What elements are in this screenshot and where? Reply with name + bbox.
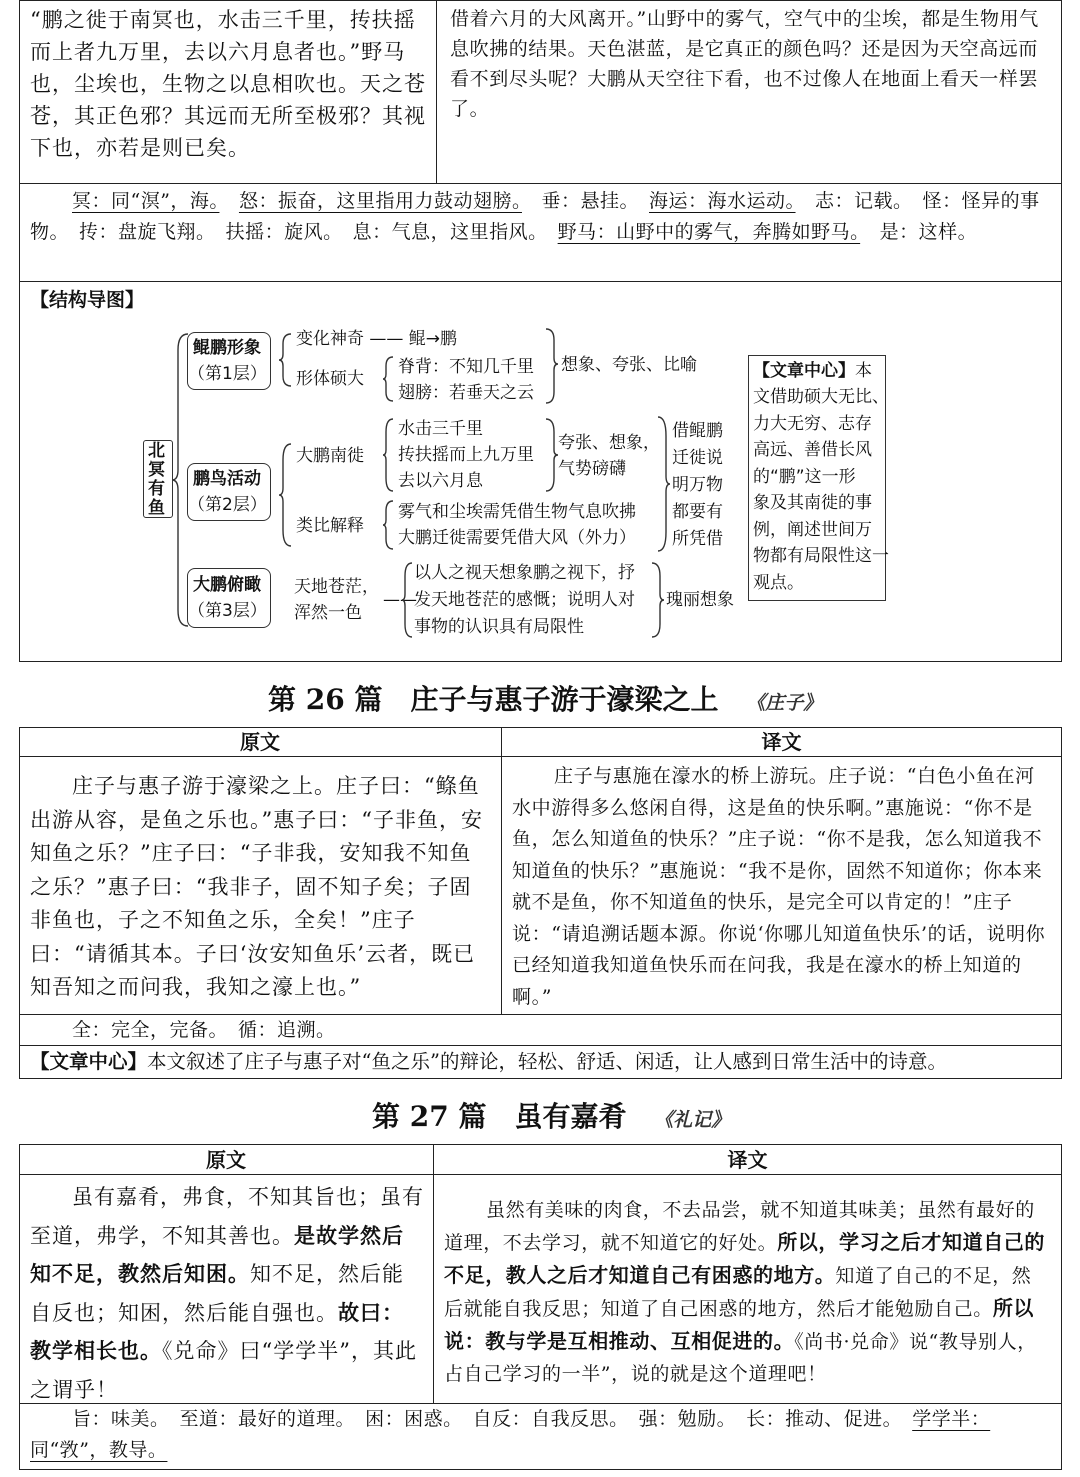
mindmap-a2a: 脊背：不知几千里: [398, 357, 534, 377]
section27-note-item: 自反：自我反思。: [472, 1408, 620, 1430]
section27-orig-p1: 虽有嘉肴，弗食，不知其旨也；虽有至道，弗学，不知其善也。: [30, 1185, 424, 1248]
mindmap-c-dash: ——: [383, 590, 417, 610]
mindmap-bracket-a-out: [546, 326, 558, 406]
mindmap-b2a: 雾气和尘埃需凭借生物气息吹拂: [398, 502, 636, 522]
mindmap-c2: [414, 560, 664, 641]
section27-note-item: 长：推动、促进。: [746, 1408, 893, 1430]
mindmap-b-out-line: 迁徙说: [672, 448, 723, 468]
section26-header-divider: [19, 756, 1062, 757]
mindmap-level3-sub: （第3层）: [188, 601, 267, 621]
section27-orig-p2: 知不足，然后能自反也；知困，然后能自强也。: [30, 1262, 404, 1325]
section27-note-item: 强：勉励。: [638, 1408, 727, 1430]
mindmap-center-line: 的“鹏”这一形: [753, 466, 856, 487]
mindmap-c1b: 浑然一色: [294, 603, 362, 623]
section25-note-item: 冥：同“溟”，海。: [72, 190, 220, 212]
mindmap-c2-line: 以人之视天想象鹏之视下，抒: [414, 563, 635, 583]
mindmap-b-out-line: 所凭借: [672, 529, 723, 549]
section25-note-item: 是：这样。: [879, 221, 978, 243]
mindmap-c1a: 天地苍茫，: [294, 577, 379, 597]
mindmap-bracket-b1-out: [546, 416, 558, 494]
section27-col-translation: 译文: [727, 1148, 768, 1172]
mindmap-b1b: 抟扶摇而上九万里: [398, 445, 534, 465]
mindmap-center-line: 物都有局限性这一: [753, 546, 889, 566]
mindmap-b-out-line: 借鲲鹏: [672, 421, 723, 441]
section25-note-item: 垂：悬挂。: [541, 190, 630, 212]
mindmap-b1a: 水击三千里: [398, 419, 483, 439]
mindmap-center-line: 力大无穷、志存: [753, 413, 872, 434]
section25-note-item: 怒：振奋，这里指用力鼓动翅膀。: [238, 190, 522, 212]
section27-col-original: 原文: [206, 1148, 246, 1172]
section25-map-label: 【结构导图】: [30, 289, 145, 311]
mindmap-a1: 变化神奇 —— 鲲→鹏: [296, 329, 458, 349]
section26-col-translation: 译文: [761, 730, 802, 754]
section26-col-original: 原文: [240, 730, 280, 754]
section26-original-text: 庄子与惠子游于濠梁之上。庄子曰：“鲦鱼出游从容，是鱼之乐也。”惠子曰：“子非鱼，安知鱼之乐？”庄子曰：“子非我，安知我不知鱼之乐？”惠子曰：“我非子，固不知子矣；子固非鱼也，子之不知鱼之乐，全矣！”庄子曰：“请循其本。子曰‘汝安知鱼乐’云者，既已知吾知之而问我，我知之濠上也。”: [30, 774, 483, 999]
mindmap-bracket-a2: [383, 354, 395, 404]
section25-note-item: 扶摇：旋风。: [225, 221, 334, 243]
section27-orig-p3: 《兑命》曰“学学半”，其此之谓乎！: [30, 1339, 417, 1402]
mindmap-bracket-b2: [383, 498, 395, 552]
section27-orig-b2: 故曰：教学相长也。: [30, 1299, 404, 1363]
section26-center: [30, 1046, 1060, 1077]
section27-trans-b1: 所以，学习之后才知道自己的不足，教人之后才知道自己有困惑的地方。: [444, 1230, 1046, 1287]
section25-note-item: 抟：盘旋飞翔。: [79, 221, 207, 243]
mindmap-level3-title: 大鹏俯瞰: [193, 575, 261, 595]
section27-col-divider: [433, 1144, 434, 1403]
section26-translation-text: 庄子与惠施在濠水的桥上游玩。庄子说：“白色小鱼在河水中游得多么悠闲自得，这是鱼的快乐啊。”惠施说：“你不是鱼，怎么知道鱼的快乐？”庄子说：“你不是我，怎么知道我不知道鱼的快乐？”惠施说：“我不是你，固然不知道你；你本来就不是鱼，你不知道鱼的快乐，是完全可以肯定的！”庄子说：“请追溯话题本源。你说‘你哪儿知道鱼快乐’的话，说明你已经知道我知道鱼快乐而在问我，我是在濠水的桥上知道的啊。”: [512, 765, 1046, 1008]
mindmap-center-line: 高远、善借长风: [753, 440, 872, 460]
mindmap-bracket-b1: [383, 416, 395, 494]
section27-title: 第 27 篇 虽有嘉肴: [372, 1100, 627, 1133]
section25-row-divider: [19, 183, 1062, 184]
section25-note-item: 野马：山野中的雾气，奔腾如野马。: [557, 221, 861, 243]
section27-trans-b2: 所以说：教与学是互相推动、互相促进的。: [444, 1296, 1035, 1353]
mindmap-level1-sub: （第1层）: [188, 364, 267, 384]
mindmap-root: 北冥有鱼: [148, 441, 165, 518]
section27-original-text: [30, 1178, 425, 1409]
mindmap-c2-line: 事物的认识具有局限性: [414, 617, 584, 637]
mindmap-b-out: [672, 418, 742, 553]
section27-note-item: 学学半：同“敩”，教导。: [30, 1408, 991, 1461]
section27-source: 《礼记》: [654, 1109, 731, 1131]
section25-translation-text: 借着六月的大风离开。”山野中的雾气，空气中的尘埃，都是生物用气息吹拂的结果。天色湛蓝，是它真正的颜色吗？还是因为天空高远而看不到尽头呢？大鹏从天空往下看，也不过像人在地面上看天一样罢了。: [450, 8, 1039, 120]
section26-center-label: 【文章中心】: [30, 1050, 148, 1073]
mindmap-b2b: 大鹏迁徙需要凭借大风（外力）: [398, 528, 636, 548]
mindmap-a-out: 想象、夸张、比喻: [561, 355, 697, 375]
mindmap-bracket-c-out: [652, 560, 664, 640]
mindmap-b1c: 去以六月息: [398, 471, 483, 491]
section25-col-divider: [436, 0, 437, 183]
section27-header-divider: [19, 1174, 1062, 1175]
mindmap-b2: 类比解释: [296, 516, 364, 536]
section26-title-line: [268, 678, 822, 718]
mindmap-level2-sub: （第2层）: [188, 495, 267, 515]
mindmap-b-out-line: 明万物: [672, 475, 723, 495]
mindmap-a2b: 翅膀：若垂天之云: [398, 383, 534, 403]
mindmap-center-line: 观点。: [753, 572, 804, 593]
mindmap-bracket-l2: [279, 440, 293, 550]
section26-notes: 全：完全，完备。 循：追溯。: [72, 1019, 336, 1041]
section26-col-divider: [501, 727, 502, 1014]
mindmap-c2-line: 发天地苍茫的感慨；说明人对: [414, 590, 635, 610]
section27-note-item: 至道：最好的道理。: [179, 1408, 346, 1430]
section27-trans-p2: 知道了自己的不足，然后就能自我反思；知道了自己困惑的地方，然后才能勉励自己。: [444, 1265, 1032, 1320]
mindmap-level1-title: 鲲鹏形象: [193, 338, 261, 358]
section25-notes: [30, 186, 1055, 248]
mindmap-b-out-line: 都要有: [672, 502, 723, 522]
section26-source: 《庄子》: [746, 692, 823, 714]
mindmap-a2: 形体硕大: [296, 369, 364, 389]
mindmap-center-text: [753, 384, 889, 596]
mindmap-level2-title: 鹏鸟活动: [193, 469, 261, 489]
mindmap-center-line: 例，阐述世间万: [753, 519, 872, 540]
section26-title: 第 26 篇 庄子与惠子游于濠梁之上: [268, 683, 719, 716]
section27-translation-text: [444, 1194, 1049, 1390]
mindmap-b1: 大鹏南徙: [296, 446, 364, 466]
section27-notes: [30, 1404, 1055, 1466]
section25-original-text: “鹏之徙于南冥也，水击三千里，抟扶摇而上者九万里，去以六月息者也。”野马也，尘埃也，生物之以息相吹也。天之苍苍，其正色邪？其远而无所至极邪？其视下也，亦若是则已矣。: [30, 8, 426, 160]
mindmap-b1-out2: 气势磅礴: [558, 459, 626, 479]
mindmap-center-line: 象及其南徙的事: [753, 493, 872, 513]
section26-center-text: 本文叙述了庄子与惠子对“鱼之乐”的辩论，轻松、舒适、闲适，让人感到日常生活中的诗意。: [147, 1050, 947, 1073]
mindmap-center-line: 文借助硕大无比、: [753, 387, 889, 407]
section27-title-line: [372, 1095, 730, 1135]
mindmap-bracket-l1: [279, 330, 293, 390]
section27-orig-b1: 是故学然后知不足，教然后知困。: [30, 1222, 404, 1286]
mindmap-center-heading: [753, 358, 872, 384]
section25-note-item: 息：气息，这里指风。: [352, 221, 539, 243]
section25-note-item: 怪：怪异的事物。: [30, 190, 1040, 243]
mindmap-bracket-c: [402, 560, 414, 640]
section27-note-item: 困：困惑。: [365, 1408, 454, 1430]
mindmap-c-out: 瑰丽想象: [666, 590, 734, 610]
section25-note-item: 海运：海水运动。: [649, 190, 796, 212]
section27-trans-p3: 《尚书·兑命》说“教导别人，占自己学习的一半”，说的就是这个道理吧！: [444, 1331, 1037, 1385]
section27-note-item: 旨：味美。: [72, 1408, 161, 1430]
section27-trans-p1: 虽然有美味的肉食，不去品尝，就不知道其味美；虽然有最好的道理，不去学习，就不知道它的好处。: [444, 1199, 1035, 1254]
mindmap-center-label: 【文章中心】: [753, 361, 855, 381]
mindmap-b1-out1: 夸张、想象，: [558, 433, 660, 453]
mindmap-center-first: 本: [855, 361, 872, 381]
section25-note-item: 志：记载。: [815, 190, 904, 212]
mindmap-bracket-b-out: [658, 414, 670, 554]
section25-notes-divider: [19, 281, 1062, 282]
